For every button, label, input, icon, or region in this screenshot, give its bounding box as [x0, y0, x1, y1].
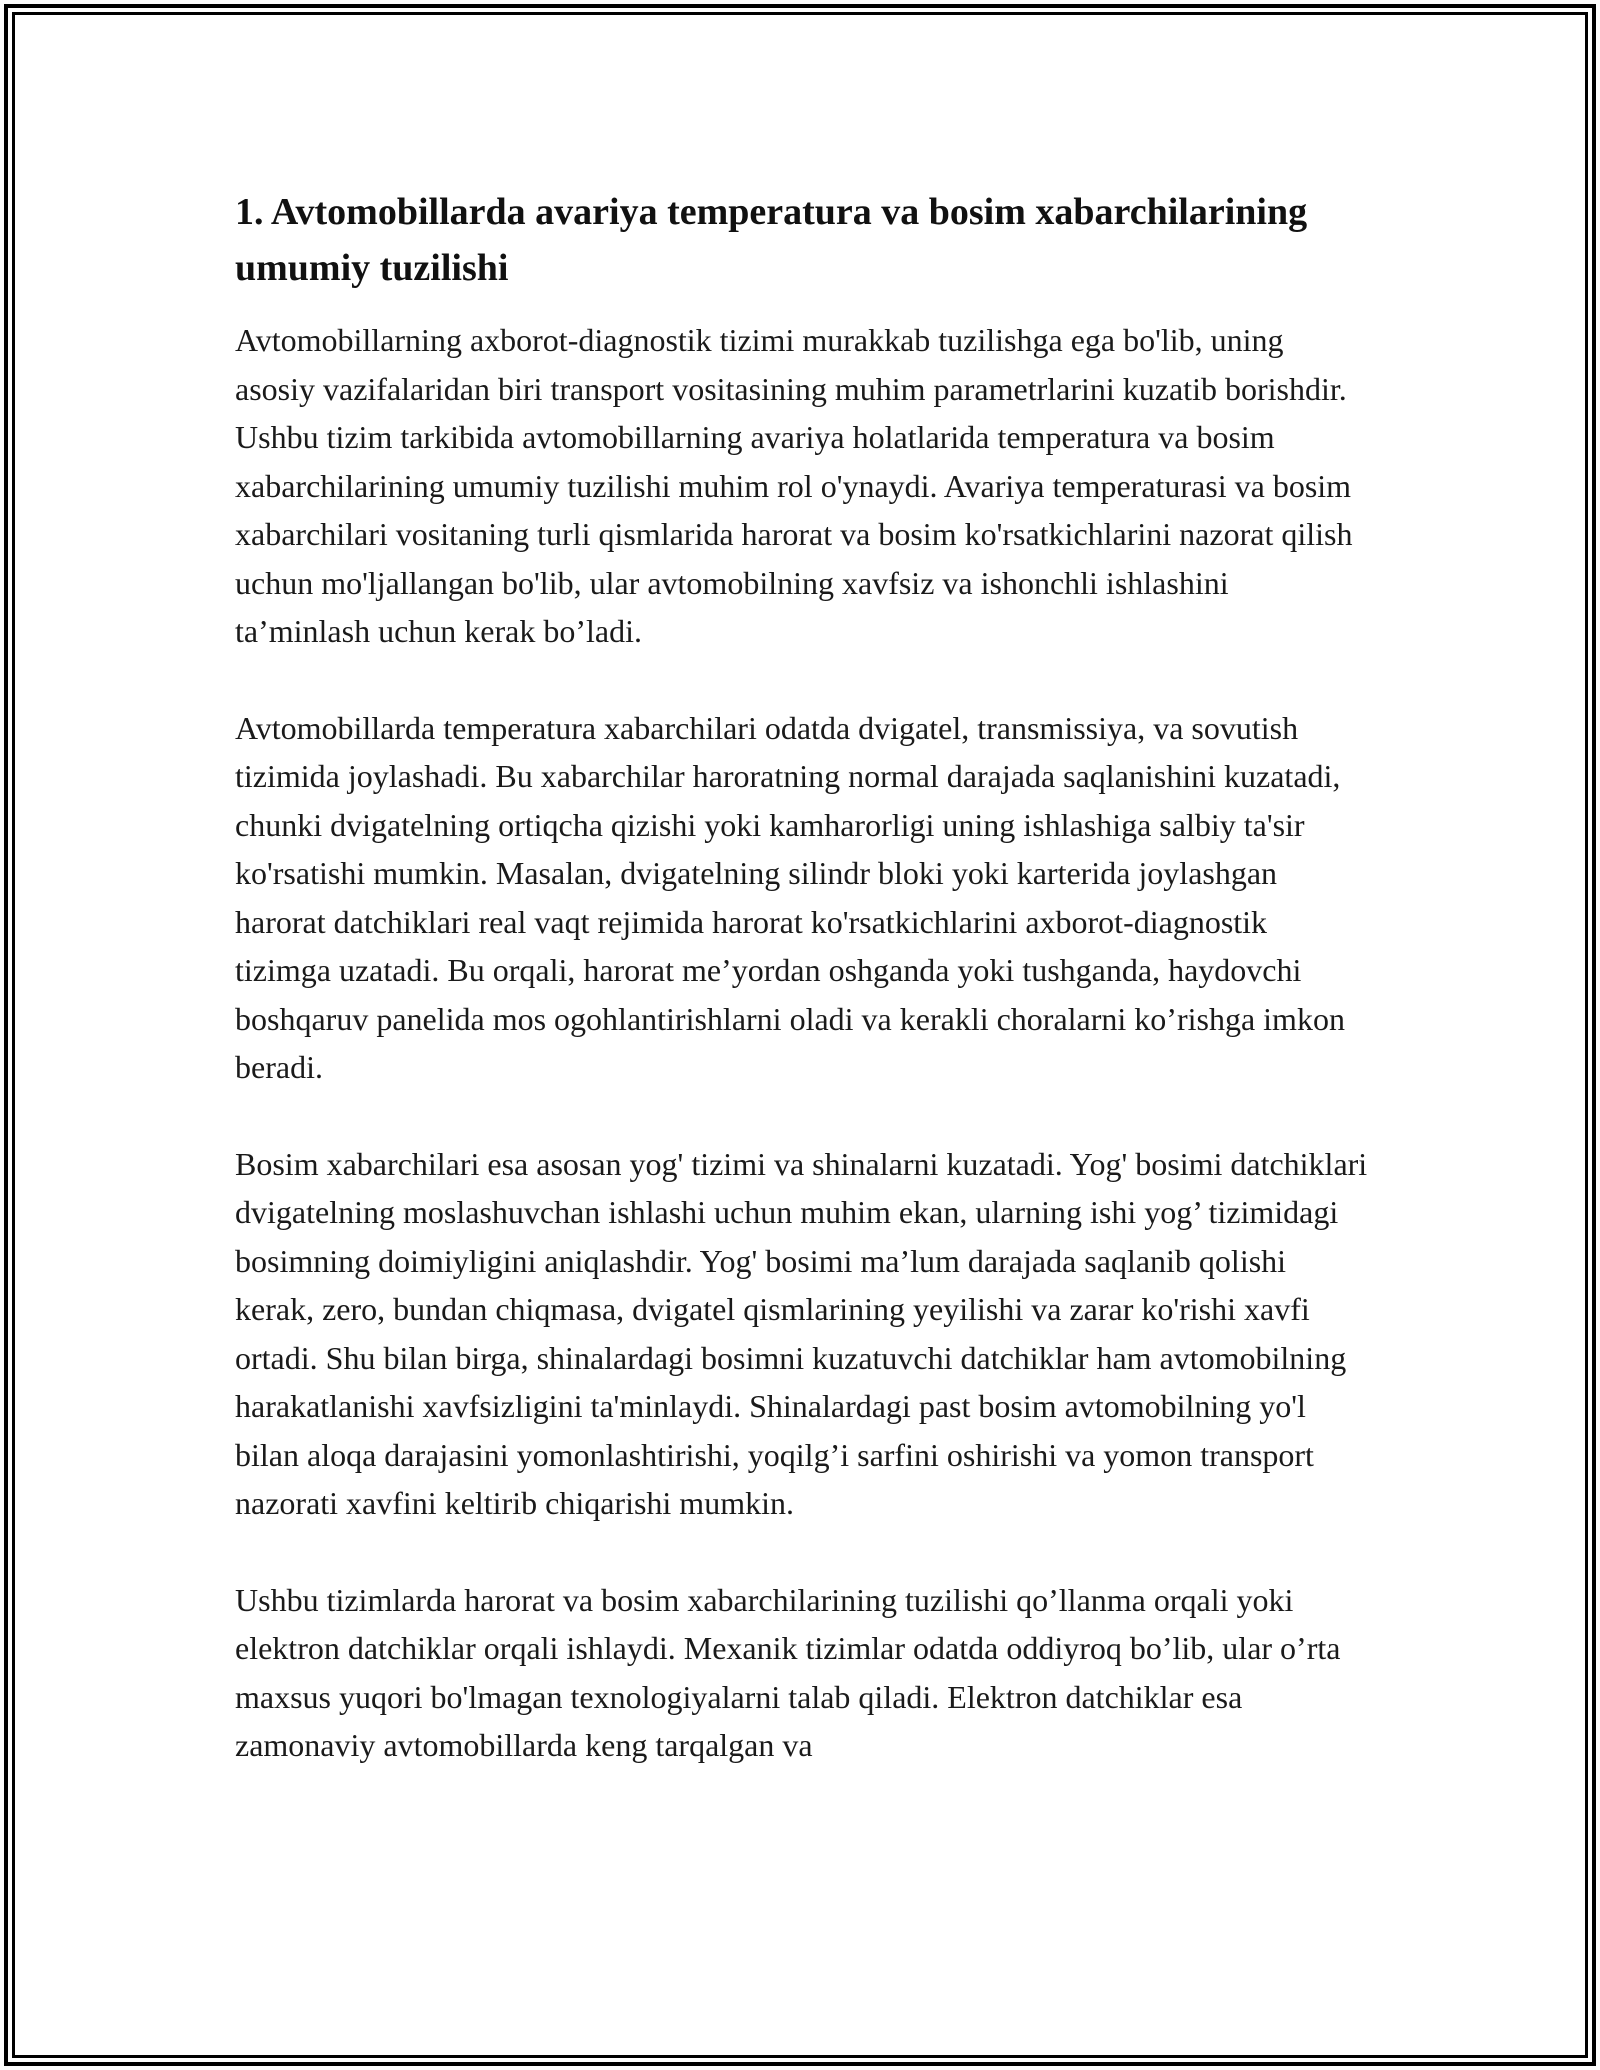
- paragraph-4: Ushbu tizimlarda harorat va bosim xabarchilarining tuzilishi qo’llanma orqali yoki elektron datchiklar orqali ishlaydi. Mexanik tizimlar odatda oddiyroq bo’lib, ular o’rta maxsus yuqori bo'lmagan texnologiyalarni talab qiladi. Elektron datchiklar esa zamonaviy avtomobillarda keng tarqalgan va: [235, 1581, 1341, 1763]
- paragraph-1: Avtomobillarning axborot-diagnostik tizimi murakkab tuzilishga ega bo'lib, uning asosiy vazifalaridan biri transport vositasining muhim parametrlarini kuzatib borishdir. Ushbu tizim tarkibida avtomobillarning avariya holatlarida temperatura va bosim xabarchilarining umumiy tuzilishi muhim rol o'ynaydi. Avariya temperaturasi va bosim xabarchilari vositaning turli qismlarida harorat va bosim ko'rsatkichlarini nazorat qilish uchun mo'ljallangan bo'lib, ular avtomobilning xavfsiz va ishonchli ishlashini ta’minlash uchun kerak bo’ladi.: [235, 322, 1353, 649]
- paragraph-3: Bosim xabarchilari esa asosan yog' tizimi va shinalarni kuzatadi. Yog' bosimi datchiklari dvigatelning moslashuvchan ishlashi uchun muhim ekan, ularning ishi yog’ tizimidagi bosimning doimiyligini aniqlashdir. Yog' bosimi ma’lum darajada saqlanib qolishi kerak, zero, bundan chiqmasa, dvigatel qismlarining yeyilishi va zarar ko'rishi xavfi ortadi. Shu bilan birga, shinalardagi bosimni kuzatuvchi datchiklar ham avtomobilning harakatlanishi xavfsizligini ta'minlaydi. Shinalardagi past bosim avtomobilning yo'l bilan aloqa darajasini yomonlashtirishi, yoqilg’i sarfini oshirishi va yomon transport nazorati xavfini keltirib chiqarishi mumkin.: [235, 1145, 1368, 1521]
- section-heading: 1. Avtomobillarda avariya temperatura va bosim xabarchilarining umumiy tuzilishi: [235, 191, 1308, 289]
- document-body: [235, 184, 1370, 1818]
- paragraph-2: Avtomobillarda temperatura xabarchilari odatda dvigatel, transmissiya, va sovutish tizimida joylashadi. Bu xabarchilar haroratning normal darajada saqlanishini kuzatadi, chunki dvigatelning ortiqcha qizishi yoki kamharorligi uning ishlashiga salbiy ta'sir ko'rsatishi mumkin. Masalan, dvigatelning silindr bloki yoki karterida joylashgan harorat datchiklari real vaqt rejimida harorat ko'rsatkichlarini axborot-diagnostik tizimga uzatadi. Bu orqali, harorat me’yordan oshganda yoki tushganda, haydovchi boshqaruv panelida mos ogohlantirishlarni oladi va kerakli choralarni ko’rishga imkon beradi.: [235, 709, 1345, 1085]
